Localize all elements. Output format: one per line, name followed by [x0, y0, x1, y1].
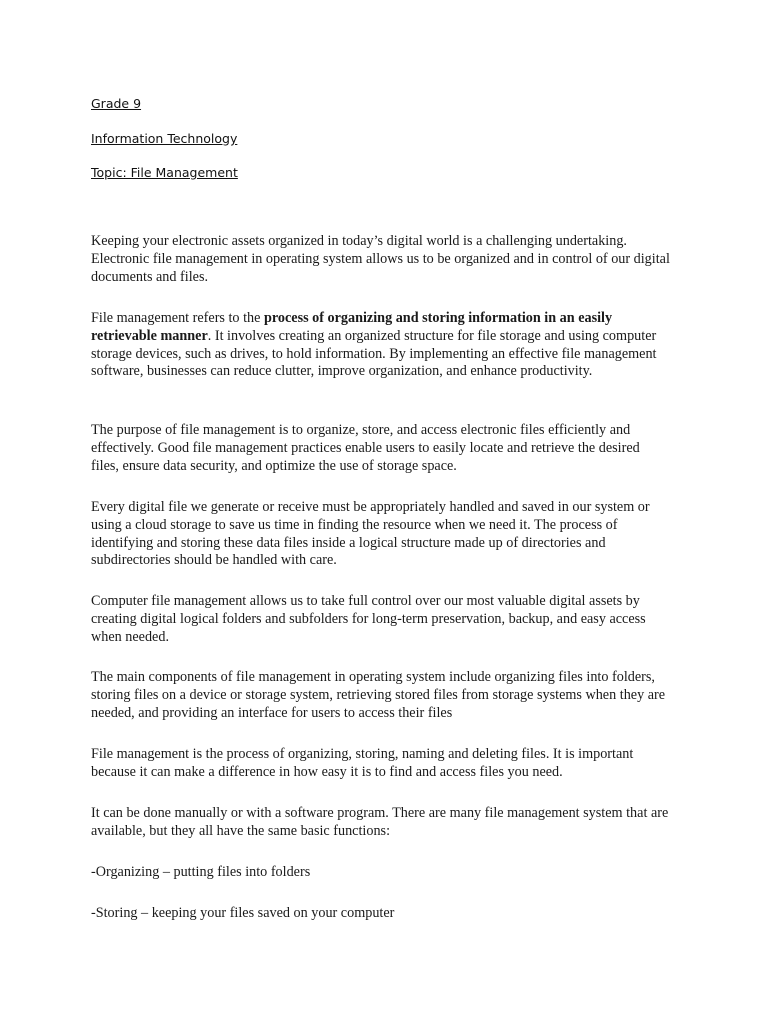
- paragraph-purpose: The purpose of file management is to organize, store, and access electronic files efficiently and effectively. Good file management practices enable users to easily locate and retrieve the desired files, ensure data security, and optimize the use of storage space.: [91, 422, 640, 474]
- definition-bold-phrase: process of organizing and storing information in an easily retrievable manner: [91, 310, 613, 344]
- grade-heading: Grade 9: [91, 96, 142, 111]
- topic-heading: Topic: File Management: [91, 165, 238, 180]
- paragraph-digital-files: Every digital file we generate or receive must be appropriately handled and saved in our system or using a cloud storage to save us time in finding the resource when we need it. The process of identifying and storing these data files inside a logical structure made up of directories and subdirectories should be handled with care.: [91, 499, 650, 569]
- paragraph-control: Computer file management allows us to take full control over our most valuable digital assets by creating digital logical folders and subfolders for long-term preservation, backup, and easy access when needed.: [91, 593, 646, 645]
- paragraph-functions: It can be done manually or with a software program. There are many file management system that are available, but they all have the same basic functions:: [91, 805, 669, 839]
- paragraph-process: File management is the process of organizing, storing, naming and deleting files. It is important because it can make a difference in how easy it is to find and access files you need.: [91, 746, 634, 780]
- paragraph-definition: [91, 310, 671, 381]
- subject-heading: Information Technology: [91, 131, 238, 146]
- paragraph-intro: Keeping your electronic assets organized in today’s digital world is a challenging undertaking. Electronic file management in operating system allows us to be organized and in control of our digital documents and files.: [91, 233, 670, 285]
- list-item-storing: -Storing – keeping your files saved on your computer: [91, 905, 395, 921]
- paragraph-components: The main components of file management in operating system include organizing files into folders, storing files on a device or storage system, retrieving stored files from storage systems when they are needed, and providing an interface for users to access their files: [91, 669, 666, 721]
- definition-text-start: File management refers to the: [91, 310, 264, 326]
- definition-text-end: . It involves creating an organized structure for file storage and using computer storage devices, such as drives, to hold information. By implementing an effective file management software, businesses can reduce clutter, improve organization, and enhance productivity.: [91, 327, 657, 380]
- list-item-organizing: -Organizing – putting files into folders: [91, 864, 311, 880]
